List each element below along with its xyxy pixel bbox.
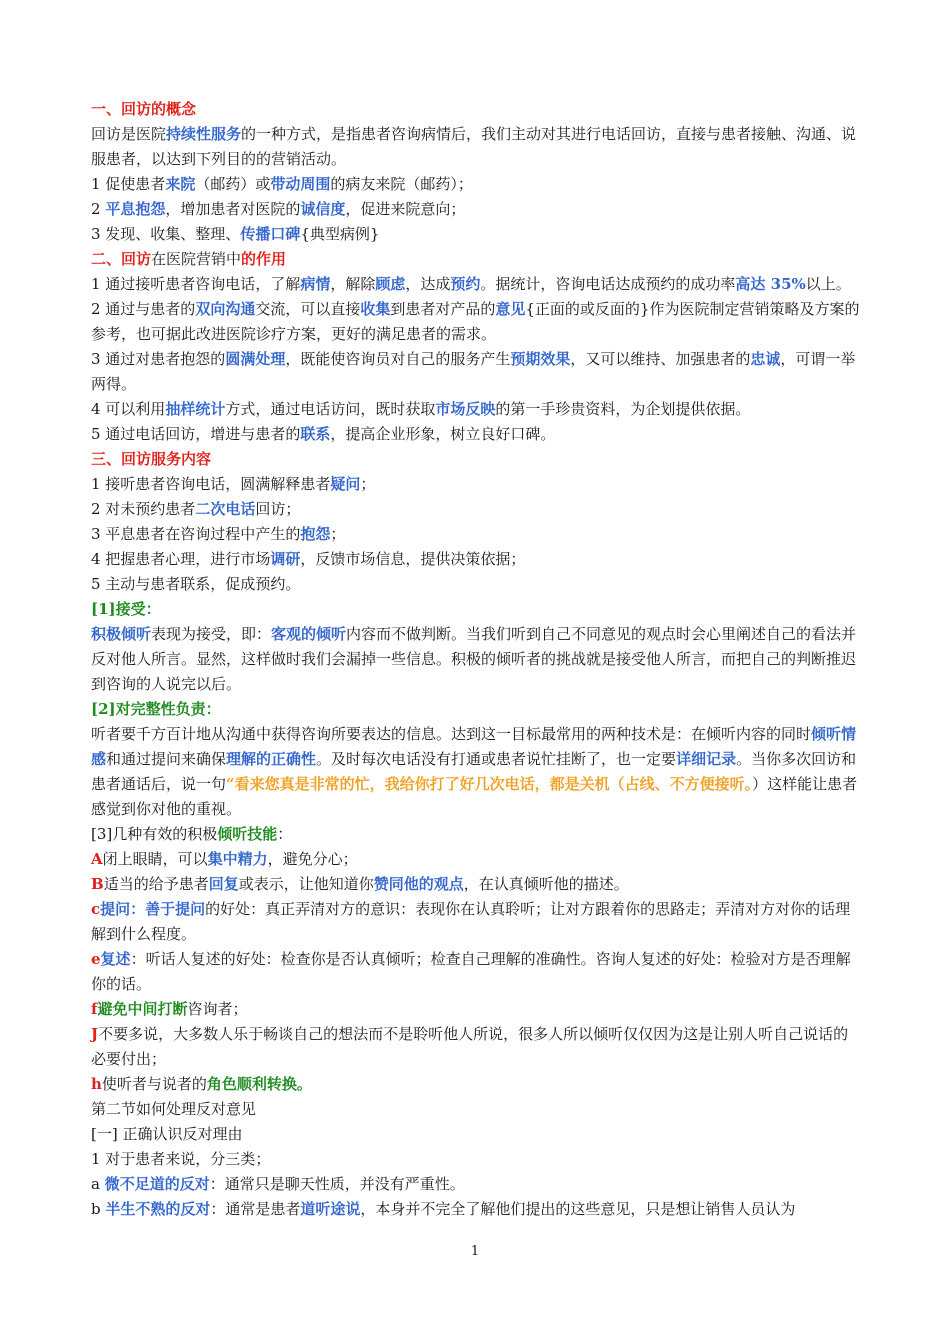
paragraph <box>91 122 863 172</box>
body-text: ，既能使咨询员对自己的服务产生 <box>285 350 511 368</box>
highlight-text: c <box>91 900 101 918</box>
body-text: 5 通过电话回访，增进与患者的 <box>91 425 301 443</box>
highlight-text: 诚信度 <box>300 200 346 218</box>
paragraph <box>91 472 863 497</box>
highlight-text: 集中精力 <box>207 850 268 868</box>
highlight-text: 二、回访 <box>91 250 152 268</box>
body-text: 1 接听患者咨询电话，圆满解释患者 <box>91 475 331 493</box>
body-text: 表现为接受，即： <box>151 625 272 643</box>
paragraph <box>91 197 863 222</box>
highlight-text: 来院 <box>165 175 196 193</box>
paragraph <box>91 822 863 847</box>
highlight-text: 抽样统计 <box>165 400 226 418</box>
paragraph <box>91 397 863 422</box>
highlight-text: f <box>91 1000 98 1018</box>
paragraph <box>91 447 863 472</box>
body-text: a <box>91 1175 105 1193</box>
highlight-text: A <box>91 850 103 868</box>
body-text: 交流，可以直接 <box>255 300 361 318</box>
highlight-text: 一、回访的概念 <box>91 100 197 118</box>
paragraph <box>91 622 863 697</box>
body-text: 和通过提问来确保 <box>106 750 227 768</box>
body-text: ，促进来院意向； <box>345 200 466 218</box>
body-text: 闭上眼睛，可以 <box>102 850 208 868</box>
body-text: ，本身并不完全了解他们提出的这些意见，只是想让销售人员认为 <box>360 1200 796 1218</box>
body-text: 方式，通过电话访问，既时获取 <box>225 400 436 418</box>
highlight-text: 忠诚 <box>750 350 781 368</box>
body-text: 1 通过接听患者咨询电话，了解 <box>91 275 301 293</box>
highlight-text: 病情 <box>300 275 331 293</box>
highlight-text: 复述 <box>100 950 131 968</box>
highlight-text: 避免中间打断 <box>97 1000 188 1018</box>
highlight-text: 三、回访服务内容 <box>91 450 212 468</box>
body-text: 1 促使患者 <box>91 175 166 193</box>
body-text: 4 可以利用 <box>91 400 166 418</box>
highlight-text: 二次电话 <box>195 500 256 518</box>
body-text: [3]几种有效的积极 <box>91 825 218 843</box>
highlight-text: 市场反映 <box>435 400 496 418</box>
highlight-text: h <box>91 1075 102 1093</box>
body-text: ，避免分心； <box>267 850 358 868</box>
highlight-text: 预约 <box>450 275 481 293</box>
highlight-text: 疑问 <box>330 475 361 493</box>
body-text: 。及时每次电话没有打通或患者说忙挂断了，也一定要 <box>316 750 677 768</box>
paragraph <box>91 1022 863 1072</box>
paragraph <box>91 597 863 622</box>
paragraph <box>91 572 863 597</box>
highlight-text: 意见 <box>495 300 526 318</box>
body-text: 。当你多次回访和患者通话后，说一句 <box>91 750 857 793</box>
body-text: ：通常是患者 <box>210 1200 301 1218</box>
body-text: b <box>91 1200 106 1218</box>
body-text: 的好处：真正弄清对方的意识：表现你在认真聆听；让对方跟着你的思路走；弄清对方对你的话理解到什么程度。 <box>91 900 851 943</box>
body-text: 在医院营销中 <box>151 250 242 268</box>
body-text: ）这样能让患者感觉到你对他的重视。 <box>91 775 858 818</box>
paragraph <box>91 1147 863 1172</box>
highlight-text: 圆满处理 <box>225 350 286 368</box>
highlight-text: 角色顺利转换。 <box>206 1075 312 1093</box>
highlight-text: 半生不熟的反对 <box>105 1200 211 1218</box>
body-text: 咨询者； <box>187 1000 248 1018</box>
paragraph <box>91 222 863 247</box>
body-text: ； <box>360 475 376 493</box>
paragraph <box>91 497 863 522</box>
paragraph <box>91 347 863 397</box>
body-text: 的第一手珍贵资料，为企划提供依据。 <box>495 400 751 418</box>
body-text: 或表示，让他知道你 <box>238 875 374 893</box>
highlight-text: 收集 <box>360 300 391 318</box>
paragraph <box>91 97 863 122</box>
highlight-text: 回复 <box>208 875 239 893</box>
body-text: {典型病例} <box>300 225 380 243</box>
paragraph <box>91 1197 863 1222</box>
highlight-text: 持续性服务 <box>166 125 242 143</box>
highlight-text: 带动周围 <box>270 175 331 193</box>
body-text: ：通常只是聊天性质，并没有严重性。 <box>209 1175 465 1193</box>
highlight-text: 客观的倾听 <box>271 625 347 643</box>
body-text: ，增加患者对医院的 <box>165 200 301 218</box>
highlight-text: 抱怨 <box>300 525 331 543</box>
highlight-text: 详细记录 <box>676 750 737 768</box>
paragraph <box>91 872 863 897</box>
paragraph <box>91 1172 863 1197</box>
body-text: 2 对未预约患者 <box>91 500 196 518</box>
highlight-text: 双向沟通 <box>195 300 256 318</box>
body-text: 3 发现、收集、整理、 <box>91 225 241 243</box>
highlight-text: 倾听技能 <box>217 825 278 843</box>
body-text: ，达成 <box>405 275 451 293</box>
highlight-text: 调研 <box>270 550 301 568</box>
body-text: 回访是医院 <box>91 125 167 143</box>
highlight-text: 微不足道的反对 <box>104 1175 210 1193</box>
body-text: 5 主动与患者联系，促成预约。 <box>91 575 301 593</box>
highlight-text: 提问：善于提问 <box>100 900 206 918</box>
highlight-text: 预期效果 <box>510 350 571 368</box>
body-text: ； <box>330 525 346 543</box>
paragraph <box>91 422 863 447</box>
body-text: [一] 正确认识反对理由 <box>91 1125 243 1143</box>
body-text: 的一种方式，是指患者咨询病情后，我们主动对其进行电话回访，直接与患者接触、沟通、说服患者，以达到下列目的的营销活动。 <box>91 125 857 168</box>
paragraph <box>91 1097 863 1122</box>
highlight-text: e <box>91 950 101 968</box>
body-text: 2 <box>91 200 106 218</box>
body-text: 第二节如何处理反对意见 <box>91 1100 257 1118</box>
highlight-text: 的作用 <box>241 250 287 268</box>
body-text: 。据统计，咨询电话达成预约的成功率 <box>480 275 736 293</box>
paragraph <box>91 247 863 272</box>
paragraph <box>91 547 863 572</box>
highlight-text: 积极倾听 <box>91 625 152 643</box>
highlight-text: 顾虑 <box>375 275 406 293</box>
body-text: 听者要千方百计地从沟通中获得咨询所要表达的信息。达到这一目标最常用的两种技术是：在倾听内容的同时 <box>91 725 812 743</box>
paragraph <box>91 947 863 997</box>
highlight-text: B <box>91 875 104 893</box>
body-text: ，解除 <box>330 275 376 293</box>
highlight-text: 平息抱怨 <box>105 200 166 218</box>
body-text: ，在认真倾听他的描述。 <box>463 875 629 893</box>
body-text: ，可谓一举两得。 <box>91 350 856 393</box>
paragraph <box>91 697 863 722</box>
highlight-text: [1]接受： <box>91 600 161 618</box>
body-text: 回访； <box>255 500 301 518</box>
body-text: （邮药）或 <box>195 175 271 193</box>
body-text: 3 通过对患者抱怨的 <box>91 350 226 368</box>
paragraph <box>91 172 863 197</box>
paragraph <box>91 997 863 1022</box>
highlight-text: 赞同他的观点 <box>373 875 464 893</box>
highlight-text: 理解的正确性 <box>226 750 317 768</box>
body-text: 使听者与说者的 <box>101 1075 207 1093</box>
body-text: ：听话人复述的好处：检查你是否认真倾听；检查自己理解的准确性。咨询人复述的好处：检验对方是否理解你的话。 <box>91 950 851 993</box>
body-text: 1 对于患者来说，分三类； <box>91 1150 271 1168</box>
body-text: 的病友来院（邮药）； <box>330 175 473 193</box>
page-number: 1 <box>470 1244 480 1259</box>
body-text: ，反馈市场信息，提供决策依据； <box>300 550 526 568</box>
body-text: 内容而不做判断。当我们听到自己不同意见的观点时会心里阐述自己的看法并反对他人所言。显然，这样做时我们会漏掉一些信息。积极的倾听者的挑战就是接受他人所言，而把自己的判断推迟到咨询的人说完以后。 <box>91 625 857 693</box>
paragraph <box>91 722 863 822</box>
highlight-text: J <box>91 1025 99 1043</box>
paragraph <box>91 847 863 872</box>
body-text: ，又可以维持、加强患者的 <box>570 350 751 368</box>
paragraph <box>91 522 863 547</box>
paragraph <box>91 897 863 947</box>
body-text: 4 把握患者心理，进行市场 <box>91 550 271 568</box>
body-text: ： <box>277 825 293 843</box>
body-text: 3 平息患者在咨询过程中产生的 <box>91 525 301 543</box>
body-text: 到患者对产品的 <box>390 300 496 318</box>
body-text: {正面的或反面的}作为医院制定营销策略及方案的参考，也可据此改进医院诊疗方案，更好的满足患者的需求。 <box>91 300 860 343</box>
highlight-text: 传播口碑 <box>240 225 301 243</box>
paragraph <box>91 297 863 347</box>
paragraph <box>91 272 863 297</box>
highlight-text: 高达 35% <box>735 275 806 293</box>
paragraph <box>91 1072 863 1097</box>
paragraph <box>91 1122 863 1147</box>
highlight-text: “看来您真是非常的忙，我给你打了好几次电话，都是关机（占线、不方便接听。 <box>226 775 753 793</box>
highlight-text: [2]对完整性负责： <box>91 700 221 718</box>
document-body <box>91 97 863 1222</box>
body-text: ，提高企业形象，树立良好口碑。 <box>330 425 556 443</box>
highlight-text: 倾听情感 <box>91 725 857 768</box>
highlight-text: 道听途说 <box>300 1200 361 1218</box>
highlight-text: 联系 <box>300 425 331 443</box>
body-text: 不要多说，大多数人乐于畅谈自己的想法而不是聆听他人所说，很多人所以倾听仅仅因为这是让别人听自己说话的必要付出； <box>91 1025 849 1068</box>
body-text: 2 通过与患者的 <box>91 300 196 318</box>
body-text: 适当的给予患者 <box>103 875 209 893</box>
body-text: 以上。 <box>805 275 851 293</box>
